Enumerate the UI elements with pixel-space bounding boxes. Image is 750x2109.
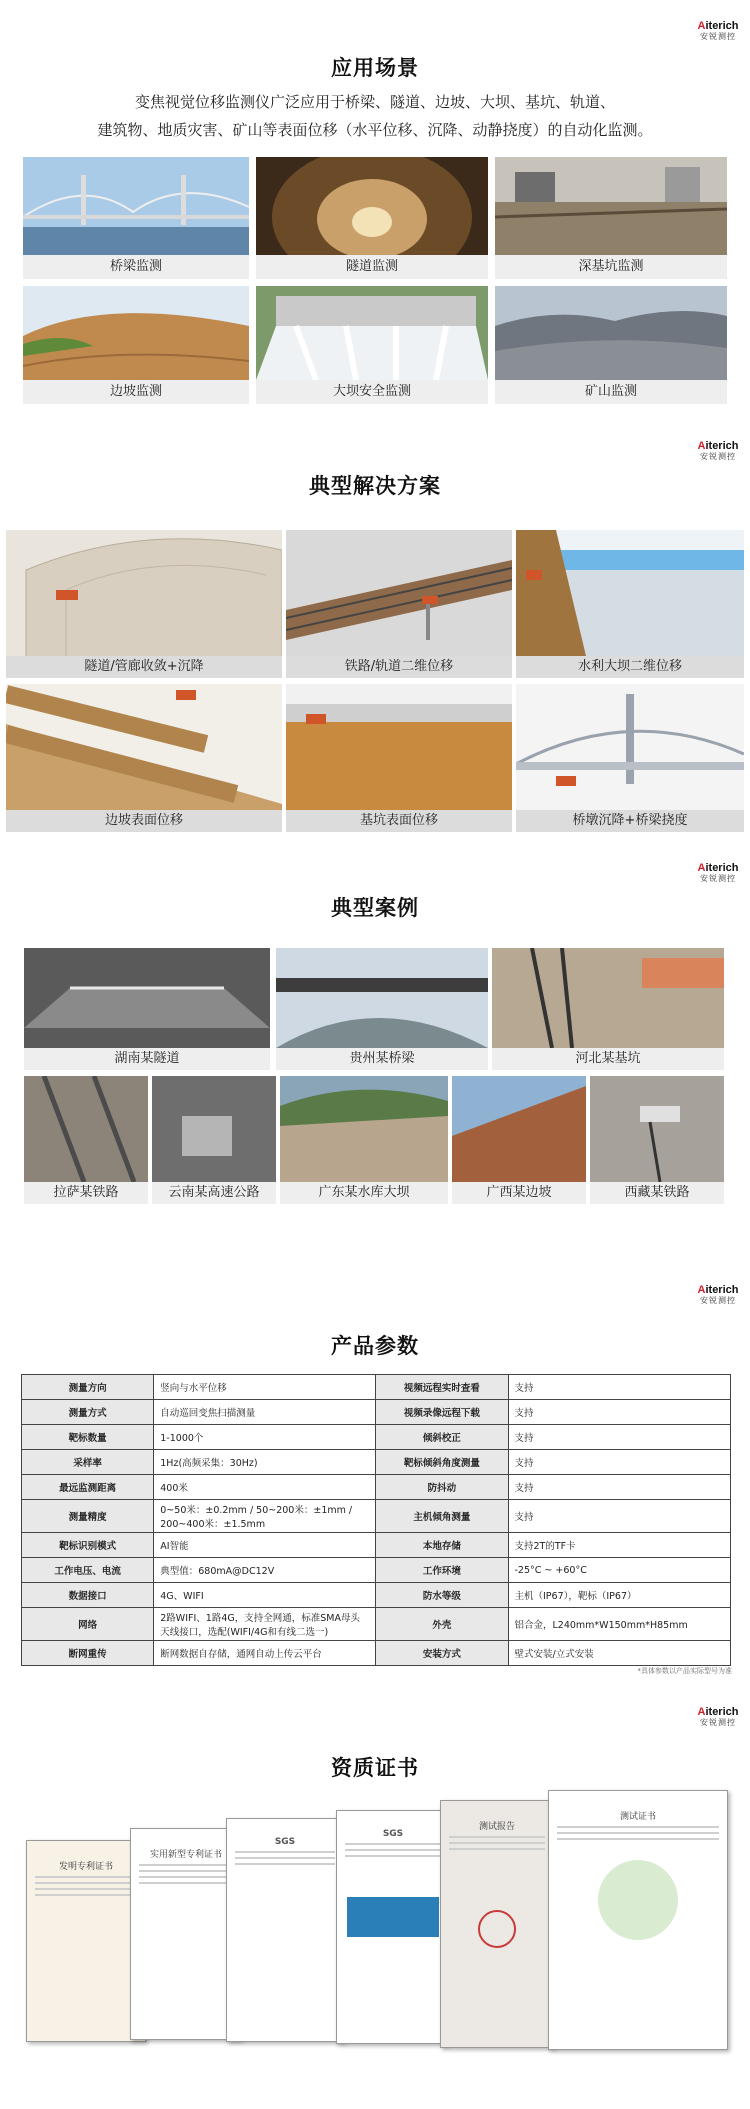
param-key: 采样率 (22, 1450, 154, 1475)
case-tile (276, 948, 488, 1070)
param-value: 1Hz(高频采集：30Hz) (154, 1450, 376, 1475)
cert-utility-patent: 实用新型专利证书 (130, 1828, 242, 2040)
case-label: 湖南某隧道 (114, 1051, 180, 1066)
param-key: 视频远程实时查看 (376, 1375, 508, 1400)
param-value: 支持 (508, 1375, 731, 1400)
param-key: 数据接口 (22, 1583, 154, 1608)
param-key: 测量精度 (22, 1500, 154, 1533)
app-tile-label: 大坝安全监测 (332, 384, 411, 399)
brand-logo: Aiterich 安锐测控 (697, 1284, 739, 1305)
brand-logo: Aiterich 安锐测控 (697, 440, 739, 461)
slope-photo (23, 286, 249, 380)
case-tibet-railway-photo (590, 1076, 724, 1182)
param-value: 支持 (508, 1400, 731, 1425)
applications-title: 应用场景 (331, 56, 419, 80)
param-value: 支持 (508, 1425, 731, 1450)
app-tile-mine (495, 286, 727, 404)
param-value: AI智能 (154, 1533, 376, 1558)
slope-illustration (6, 684, 282, 810)
param-value: 400米 (154, 1475, 376, 1500)
param-value: 自动巡回变焦扫描测量 (154, 1400, 376, 1425)
solution-tile-label: 铁路/轨道二维位移 (286, 656, 512, 678)
param-value: 4G、WIFI (154, 1583, 376, 1608)
param-value: -25°C ~ +60°C (508, 1558, 731, 1583)
case-label: 云南某高速公路 (168, 1185, 260, 1200)
red-seal-icon (478, 1910, 516, 1948)
params-row (22, 1583, 731, 1608)
params-row (22, 1475, 731, 1500)
app-tile-dam (256, 286, 488, 404)
app-tile-label: 边坡监测 (109, 384, 162, 399)
param-key: 工作环境 (376, 1558, 508, 1583)
tunnel-illustration (6, 530, 282, 656)
params-row (22, 1641, 731, 1666)
green-seal-icon (598, 1860, 678, 1940)
cases-title: 典型案例 (331, 896, 419, 920)
bridge-illustration (516, 684, 744, 810)
solution-tile-label: 桥墩沉降+桥梁挠度 (516, 810, 744, 832)
param-key: 防水等级 (376, 1583, 508, 1608)
params-row (22, 1500, 731, 1533)
cert-sgs-1: SGS (226, 1818, 344, 2042)
case-pit-photo (492, 948, 724, 1048)
case-label: 广西某边坡 (486, 1185, 552, 1200)
case-railway-photo (24, 1076, 148, 1182)
params-row (22, 1608, 731, 1641)
param-value: 壁式安装/立式安装 (508, 1641, 731, 1666)
dam-photo (256, 286, 488, 380)
solution-tile-label: 基坑表面位移 (286, 810, 512, 832)
app-tile-foundation-pit (495, 157, 727, 279)
solution-tile-railway (286, 530, 512, 678)
params-row (22, 1533, 731, 1558)
param-key: 靶标数量 (22, 1425, 154, 1450)
case-tunnel-photo (24, 948, 270, 1048)
param-key: 视频录像远程下载 (376, 1400, 508, 1425)
params-title: 产品参数 (331, 1334, 419, 1358)
param-key: 本地存储 (376, 1533, 508, 1558)
param-value: 铝合金，L240mm*W150mm*H85mm (508, 1608, 731, 1641)
param-value: 典型值：680mA@DC12V (154, 1558, 376, 1583)
params-row (22, 1375, 731, 1400)
applications-intro: 变焦视觉位移监测仪广泛应用于桥梁、隧道、边坡、大坝、基坑、轨道、 建筑物、地质灾害、矿山等表面位移（水平位移、沉降、动静挠度）的自动化监测。 (97, 93, 653, 139)
params-table (21, 1374, 731, 1666)
tunnel-photo (256, 157, 488, 255)
param-key: 安装方式 (376, 1641, 508, 1666)
case-tile (24, 1076, 148, 1204)
pit-photo (495, 157, 727, 255)
solution-tile-pit (286, 684, 512, 832)
solution-tile-slope (6, 684, 282, 832)
app-tile-label: 隧道监测 (345, 259, 398, 274)
solutions-title: 典型解决方案 (309, 474, 441, 498)
case-slope-photo (452, 1076, 586, 1182)
case-bridge-photo (276, 948, 488, 1048)
pit-illustration (286, 684, 512, 810)
cert-invention-patent: 发明专利证书 (26, 1840, 146, 2042)
app-tile-bridge (23, 157, 249, 279)
param-key: 防抖动 (376, 1475, 508, 1500)
params-row (22, 1450, 731, 1475)
case-tile (152, 1076, 276, 1204)
param-value: 竖向与水平位移 (154, 1375, 376, 1400)
app-tile-slope (23, 286, 249, 404)
cert-test-report: 测试报告 (440, 1800, 554, 2048)
param-value: 断网数据自存储，通网自动上传云平台 (154, 1641, 376, 1666)
case-label: 贵州某桥梁 (349, 1051, 415, 1066)
case-tile (452, 1076, 586, 1204)
app-tile-label: 矿山监测 (584, 384, 637, 399)
param-value: 支持 (508, 1475, 731, 1500)
params-row (22, 1400, 731, 1425)
solution-tile-tunnel (6, 530, 282, 678)
param-value: 2路WIFI、1路4G，支持全网通，标准SMA母头天线接口，选配(WIFI/4G和有线二选一) (154, 1608, 376, 1641)
bridge-photo (23, 157, 249, 255)
app-tile-tunnel (256, 157, 488, 279)
param-key: 工作电压、电流 (22, 1558, 154, 1583)
brand-logo: Aiterich 安锐测控 (697, 862, 739, 883)
param-key: 靶标倾斜角度测量 (376, 1450, 508, 1475)
certs-title: 资质证书 (331, 1756, 419, 1780)
solution-tile-dam (516, 530, 744, 678)
case-label: 拉萨某铁路 (53, 1185, 119, 1200)
solution-tile-label: 水利大坝二维位移 (516, 656, 744, 678)
case-label: 河北某基坑 (575, 1051, 641, 1066)
app-tile-label: 深基坑监测 (578, 259, 644, 274)
solution-tile-label: 边坡表面位移 (6, 810, 282, 832)
cert-sgs-2: SGS (336, 1810, 450, 2044)
param-key: 倾斜校正 (376, 1425, 508, 1450)
param-value: 支持 (508, 1500, 731, 1533)
case-reservoir-photo (280, 1076, 448, 1182)
param-key: 主机倾角测量 (376, 1500, 508, 1533)
dam-illustration (516, 530, 744, 656)
param-key: 最远监测距离 (22, 1475, 154, 1500)
param-key: 测量方式 (22, 1400, 154, 1425)
param-key: 断网重传 (22, 1641, 154, 1666)
brand-logo: Aiterich 安锐测控 (697, 20, 739, 41)
param-key: 网络 (22, 1608, 154, 1641)
mine-photo (495, 286, 727, 380)
param-key: 外壳 (376, 1608, 508, 1641)
params-note: *具体参数以产品实际型号为准 (637, 1667, 732, 1675)
params-row (22, 1558, 731, 1583)
app-tile-label: 桥梁监测 (109, 259, 162, 274)
param-value: 支持2T的TF卡 (508, 1533, 731, 1558)
param-value: 1-1000个 (154, 1425, 376, 1450)
railway-illustration (286, 530, 512, 656)
param-key: 靶标识别模式 (22, 1533, 154, 1558)
solution-tile-bridge (516, 684, 744, 832)
case-tile (24, 948, 270, 1070)
param-value: 0~50米：±0.2mm / 50~200米：±1mm / 200~400米：±1.5mm (154, 1500, 376, 1533)
brand-logo: Aiterich 安锐测控 (697, 1706, 739, 1727)
case-tile (280, 1076, 448, 1204)
param-value: 主机（IP67），靶标（IP67） (508, 1583, 731, 1608)
case-tile (492, 948, 724, 1070)
case-highway-photo (152, 1076, 276, 1182)
cert-test-certificate: 测试证书 (548, 1790, 728, 2050)
param-key: 测量方向 (22, 1375, 154, 1400)
case-label: 西藏某铁路 (624, 1185, 690, 1200)
solution-tile-label: 隧道/管廊收敛+沉降 (6, 656, 282, 678)
product-photo (347, 1897, 439, 1937)
param-value: 支持 (508, 1450, 731, 1475)
case-tile (590, 1076, 724, 1204)
params-row (22, 1425, 731, 1450)
case-label: 广东某水库大坝 (318, 1185, 410, 1200)
